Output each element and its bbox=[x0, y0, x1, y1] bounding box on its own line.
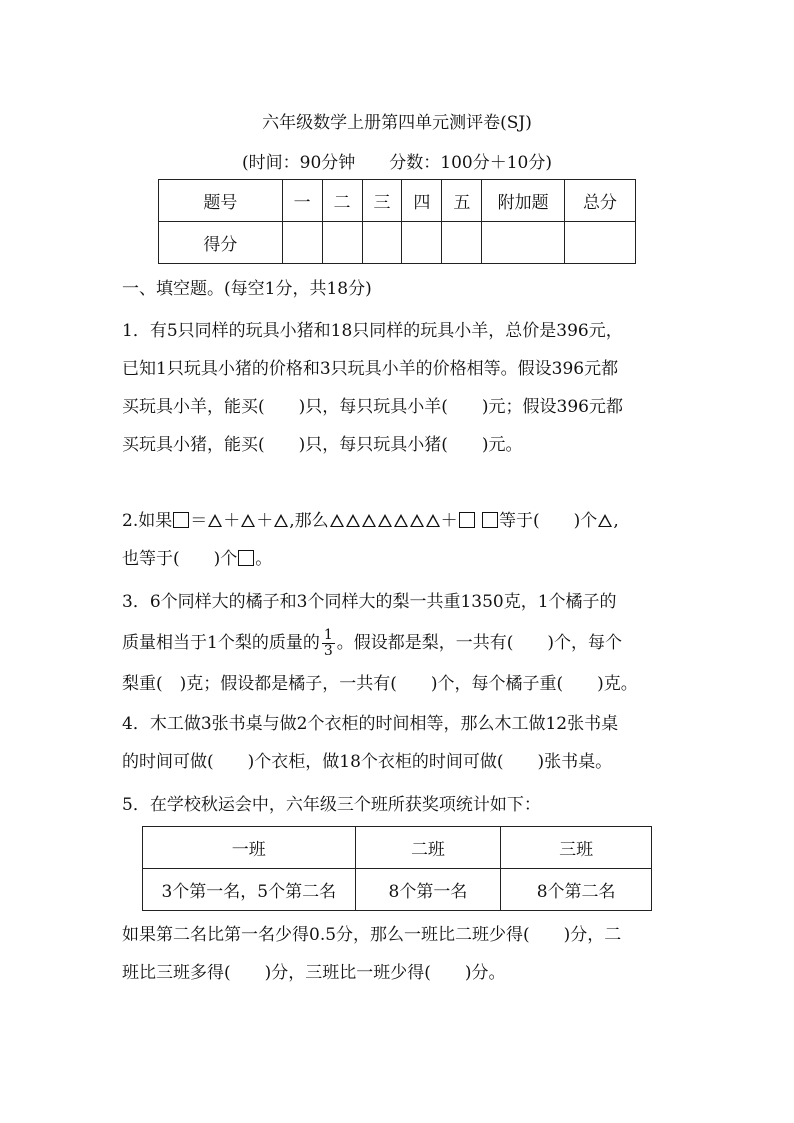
square-icon bbox=[482, 512, 498, 528]
score-cell bbox=[442, 222, 482, 264]
awards-header-row bbox=[143, 827, 652, 869]
triangle-icon bbox=[346, 514, 360, 527]
triangle-icon bbox=[598, 514, 612, 527]
triangle-icon bbox=[330, 514, 344, 527]
question-line bbox=[122, 540, 678, 578]
q2-text: 2.如果 bbox=[122, 511, 173, 531]
triangle-icon bbox=[362, 514, 376, 527]
class-header: 一班 bbox=[143, 827, 356, 869]
question-1 bbox=[122, 312, 678, 464]
triangle-icon bbox=[378, 514, 392, 527]
q2-text: , bbox=[613, 511, 619, 531]
award-value: 8个第一名 bbox=[355, 869, 501, 911]
question-line: 3．6个同样大的橘子和3个同样大的梨一共重1350克，1个橘子的 bbox=[122, 592, 617, 612]
question-line: 5．在学校秋运会中，六年级三个班所获奖项统计如下： bbox=[122, 795, 541, 815]
question-line: 1．有5只同样的玩具小猪和18只同样的玩具小羊，总价是396元， bbox=[122, 321, 623, 341]
question-3 bbox=[122, 583, 678, 703]
score-header-cell: 三 bbox=[362, 180, 402, 222]
fraction bbox=[322, 628, 335, 659]
q2-text: 也等于( )个 bbox=[122, 549, 238, 569]
q2-text: ＋ bbox=[256, 511, 274, 531]
question-line: 班比三班多得( )分，三班比一班少得( )分。 bbox=[122, 963, 506, 983]
page-title: 六年级数学上册第四单元测评卷(SJ) bbox=[262, 113, 532, 133]
score-cell bbox=[402, 222, 442, 264]
award-value: 8个第二名 bbox=[501, 869, 652, 911]
triangle-icon bbox=[208, 514, 222, 527]
question-line: 的时间可做( )个衣柜，做18个衣柜的时间可做( )张书桌。 bbox=[122, 752, 613, 772]
triangle-icon bbox=[410, 514, 424, 527]
award-value: 3个第一名，5个第二名 bbox=[143, 869, 356, 911]
question-line: 买玩具小羊，能买( )只，每只玩具小羊( )元；假设396元都 bbox=[122, 397, 623, 417]
triangle-icon bbox=[274, 514, 288, 527]
triangle-icon bbox=[394, 514, 408, 527]
question-line: 梨重( )克；假设都是橘子，一共有( )个，每个橘子重( )克。 bbox=[122, 674, 638, 694]
question-5-followup bbox=[122, 916, 678, 992]
square-icon bbox=[238, 550, 254, 566]
score-header-cell: 题号 bbox=[159, 180, 283, 222]
q2-text: ,那么 bbox=[289, 511, 329, 531]
square-icon bbox=[173, 512, 189, 528]
question-line: 4．木工做3张书桌与做2个衣柜的时间相等，那么木工做12张书桌 bbox=[122, 714, 619, 734]
square-icon bbox=[459, 512, 475, 528]
q2-text: ＋ bbox=[223, 511, 241, 531]
section-heading: 一、填空题。(每空1分，共18分) bbox=[122, 279, 372, 299]
score-table-header-row bbox=[159, 180, 636, 222]
score-header-cell: 总分 bbox=[565, 180, 636, 222]
score-header-cell: 二 bbox=[322, 180, 362, 222]
q2-text: 。 bbox=[255, 549, 273, 569]
question-line bbox=[122, 621, 678, 665]
score-table bbox=[158, 179, 636, 264]
score-header-cell: 四 bbox=[402, 180, 442, 222]
triangle-icon bbox=[241, 514, 255, 527]
q3-text: 。假设都是梨，一共有( )个，每个 bbox=[336, 633, 623, 653]
q2-text: ＝ bbox=[190, 511, 208, 531]
score-header-cell: 一 bbox=[282, 180, 322, 222]
question-2 bbox=[122, 502, 678, 578]
score-cell bbox=[322, 222, 362, 264]
score-header-cell: 五 bbox=[442, 180, 482, 222]
score-header-cell: 附加题 bbox=[482, 180, 565, 222]
score-cell bbox=[362, 222, 402, 264]
q2-text: ＋ bbox=[440, 511, 458, 531]
class-header: 三班 bbox=[501, 827, 652, 869]
score-cell bbox=[482, 222, 565, 264]
awards-table bbox=[142, 826, 652, 911]
score-table-score-row bbox=[159, 222, 636, 264]
fraction-numerator: 1 bbox=[323, 627, 333, 643]
exam-info: (时间：90分钟 分数：100分＋10分) bbox=[242, 153, 552, 173]
class-header: 二班 bbox=[355, 827, 501, 869]
question-line: 买玩具小猪，能买( )只，每只玩具小猪( )元。 bbox=[122, 435, 523, 455]
question-line: 如果第二名比第一名少得0.5分，那么一班比二班少得( )分，二 bbox=[122, 925, 622, 945]
score-cell bbox=[565, 222, 636, 264]
fraction-denominator: 3 bbox=[323, 643, 333, 659]
score-row-label: 得分 bbox=[159, 222, 283, 264]
score-cell bbox=[282, 222, 322, 264]
question-4 bbox=[122, 705, 678, 781]
q3-text: 质量相当于1个梨的质量的 bbox=[122, 633, 320, 653]
question-5 bbox=[122, 786, 678, 824]
triangle-icon bbox=[426, 514, 440, 527]
q2-text: 等于( )个 bbox=[499, 511, 598, 531]
awards-value-row bbox=[143, 869, 652, 911]
question-line: 已知1只玩具小猪的价格和3只玩具小羊的价格相等。假设396元都 bbox=[122, 359, 619, 379]
question-line bbox=[122, 502, 678, 540]
